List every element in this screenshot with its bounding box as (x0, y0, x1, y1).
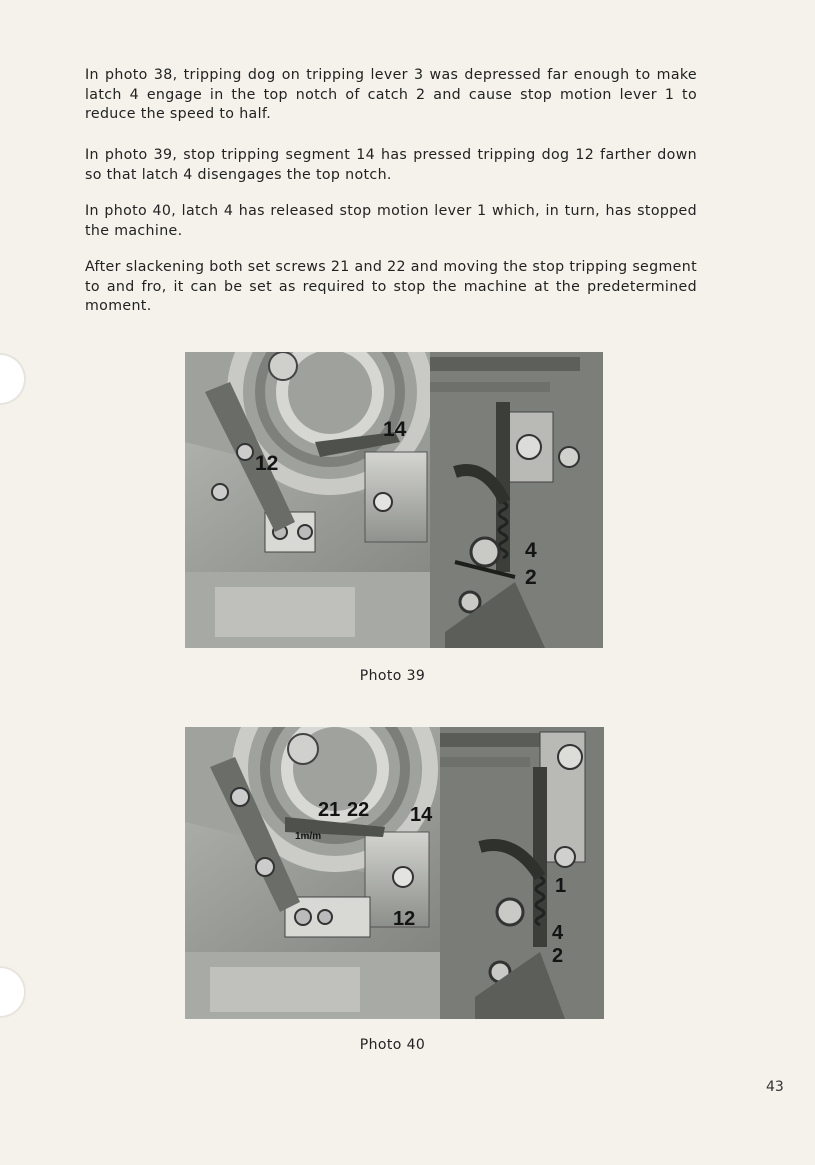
photo-40-drawing (185, 727, 604, 1019)
photo-40-label-unit: 1m/m (295, 831, 322, 842)
binder-hole-bottom (0, 968, 24, 1016)
photo-40-label-2: 2 (552, 945, 564, 967)
photo-39-spring-assembly (430, 352, 603, 648)
photo-40-label-14: 14 (410, 804, 433, 826)
photo-39-label-14: 14 (383, 418, 407, 441)
photo-40-spring-assembly (440, 727, 604, 1019)
photo-39-drawing (185, 352, 603, 648)
paragraph-photo-38: In photo 38, tripping dog on tripping lever 3 was depressed far enough to make latch 4 engage in the top notch of catch 2 and cause stop motion lever 1 to reduce the speed to half. (85, 67, 697, 122)
photo-40 (185, 727, 604, 1019)
photo-40-label-4: 4 (552, 922, 564, 944)
photo-40-label-12: 12 (393, 908, 416, 930)
photo-39-label-2: 2 (525, 566, 537, 589)
photo-39 (185, 352, 603, 648)
photo-39-label-12: 12 (255, 452, 279, 475)
paragraph-photo-40: In photo 40, latch 4 has released stop motion lever 1 which, in turn, has stopped the machine. (85, 203, 697, 239)
photo-40-label-21: 21 (318, 799, 341, 821)
photo-40-label-1: 1 (555, 875, 567, 897)
photo-39-caption: Photo 39 (359, 668, 426, 684)
paragraph-adjustment: After slackening both set screws 21 and 22 and moving the stop tripping segment to and fro, it can be set as required to stop the machine at the predetermined moment. (85, 259, 697, 314)
photo-39-label-4: 4 (525, 539, 537, 562)
binder-hole-top (0, 355, 24, 403)
photo-40-caption: Photo 40 (359, 1037, 426, 1053)
paragraph-photo-39: In photo 39, stop tripping segment 14 has pressed tripping dog 12 farther down so that latch 4 disengages the top notch. (85, 147, 697, 183)
photo-40-label-22: 22 (347, 799, 370, 821)
page-number: 43 (766, 1079, 784, 1095)
